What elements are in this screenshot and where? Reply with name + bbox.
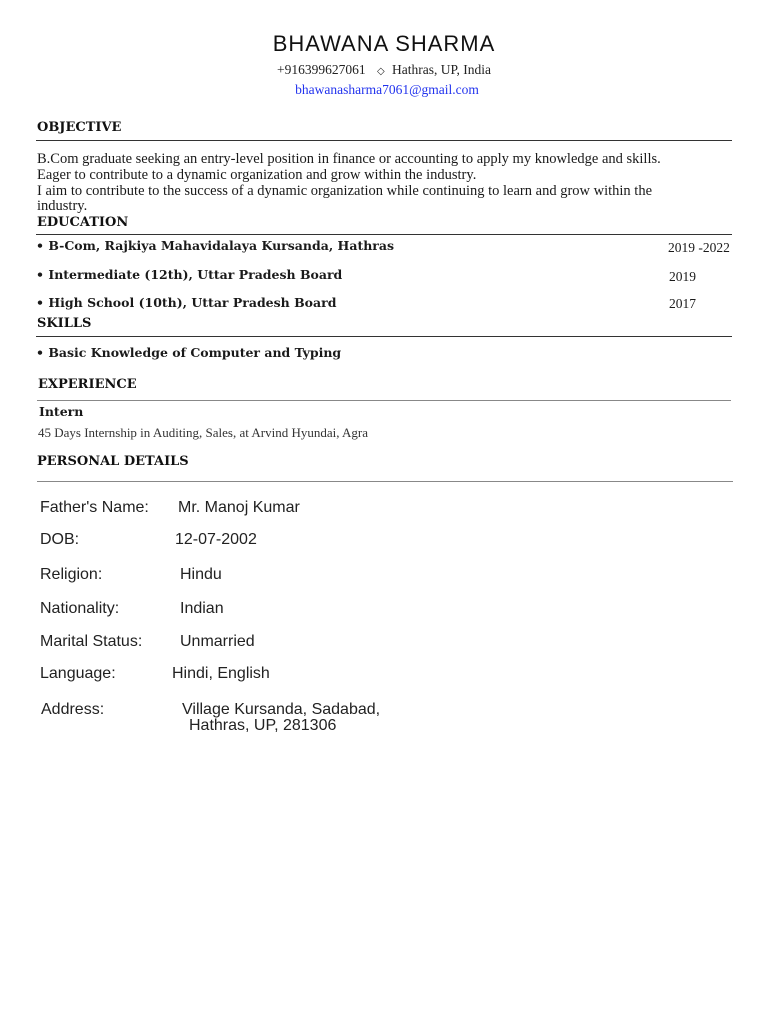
experience-divider xyxy=(37,400,731,401)
experience-role: Intern xyxy=(39,404,84,419)
education-divider xyxy=(36,234,732,235)
contact-line xyxy=(0,62,768,78)
dob-label: DOB: xyxy=(40,531,80,548)
objective-heading: OBJECTIVE xyxy=(37,120,122,135)
personal-details-divider xyxy=(37,481,733,482)
personal-details-heading: PERSONAL DETAILS xyxy=(37,454,189,469)
objective-line: B.Com graduate seeking an entry-level position in finance or accounting to apply my knowledge and skills. xyxy=(37,151,661,167)
fathers-name-value: Mr. Manoj Kumar xyxy=(178,499,300,516)
language-label: Language: xyxy=(40,665,116,682)
religion-label: Religion: xyxy=(40,566,103,583)
education-item: • B-Com, Rajkiya Mahavidalaya Kursanda, Hathras xyxy=(36,238,395,253)
objective-divider xyxy=(36,140,732,141)
resume-name: BHAWANA SHARMA xyxy=(272,31,496,56)
nationality-value: Indian xyxy=(180,600,224,617)
skills-divider xyxy=(36,336,732,337)
marital-status-label: Marital Status: xyxy=(40,633,143,650)
address-label: Address: xyxy=(41,701,105,718)
education-year: 2019 xyxy=(669,269,696,284)
phone-number: +916399627061 xyxy=(276,62,366,77)
objective-line: I aim to contribute to the success of a dynamic organization while continuing to learn and grow within the xyxy=(37,182,653,199)
marital-status-value: Unmarried xyxy=(180,633,255,650)
education-year: 2019 -2022 xyxy=(668,240,730,255)
language-value: Hindi, English xyxy=(172,665,270,682)
dob-value: 12-07-2002 xyxy=(175,531,257,548)
education-item: • Intermediate (12th), Uttar Pradesh Board xyxy=(36,267,343,282)
experience-description: 45 Days Internship in Auditing, Sales, at Arvind Hyundai, Agra xyxy=(38,425,369,440)
objective-line: Eager to contribute to a dynamic organization and grow within the industry. xyxy=(37,166,477,183)
skill-item: • Basic Knowledge of Computer and Typing xyxy=(36,345,342,360)
address-line-2: Hathras, UP, 281306 xyxy=(189,717,337,734)
objective-text xyxy=(37,152,737,215)
objective-line: industry. xyxy=(37,198,88,215)
education-item: • High School (10th), Uttar Pradesh Board xyxy=(36,295,337,310)
education-year: 2017 xyxy=(669,296,696,311)
skills-heading: SKILLS xyxy=(37,316,92,331)
fathers-name-label: Father's Name: xyxy=(40,499,149,516)
location: Hathras, UP, India xyxy=(392,62,492,77)
address-line-1: Village Kursanda, Sadabad, xyxy=(182,701,381,718)
religion-value: Hindu xyxy=(180,566,222,583)
nationality-label: Nationality: xyxy=(40,600,120,617)
education-heading: EDUCATION xyxy=(37,215,129,230)
diamond-separator-icon: ◇ xyxy=(376,66,385,77)
experience-heading: EXPERIENCE xyxy=(38,377,137,392)
email-link[interactable]: bhawanasharma7061@gmail.com xyxy=(295,82,479,97)
